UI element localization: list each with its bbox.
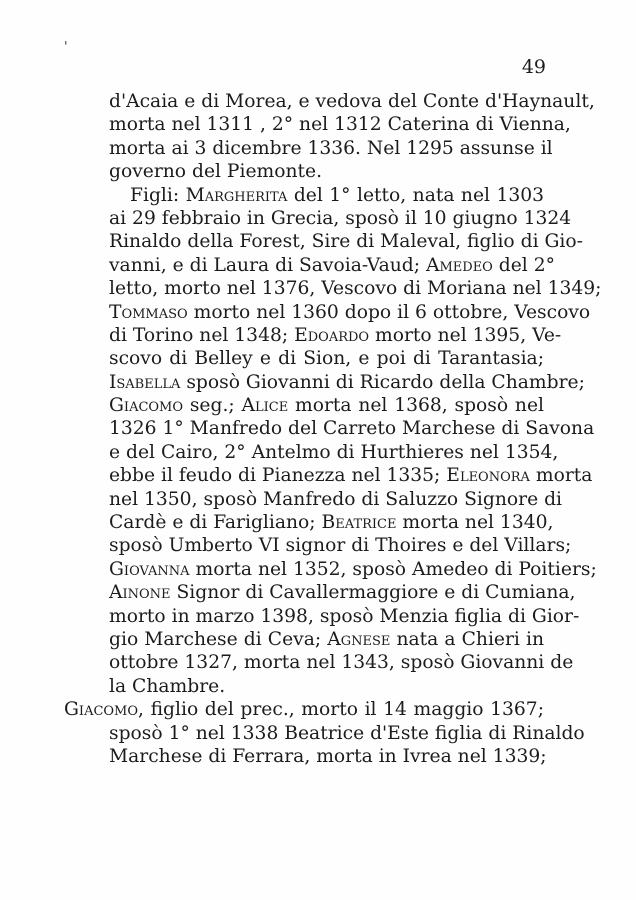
person-name: Agnese: [327, 628, 391, 650]
person-name: Ainone: [109, 582, 171, 604]
body-text: [64, 90, 602, 768]
person-name: Beatrice: [321, 512, 397, 534]
text-line: la Chambre.: [109, 675, 226, 697]
text-line: Giacomo, figlio del prec., morto il 14 maggio 1367;: [64, 699, 544, 721]
text-line: governo del Piemonte.: [109, 161, 323, 183]
stray-mark: ': [64, 40, 68, 55]
person-name: Giacomo: [109, 395, 184, 417]
person-name: Isabella: [109, 371, 181, 393]
text-line: Giovanna morta nel 1352, sposò Amedeo di Poitiers;: [109, 558, 597, 580]
text-line: 1326 1° Manfredo del Carreto Marchese di Savona: [109, 418, 595, 440]
text-line: di Torino nel 1348; Edoardo morto nel 1395, Ve-: [109, 324, 562, 346]
text-line: nel 1350, sposò Manfredo di Saluzzo Signore di: [109, 488, 563, 510]
text-line: e del Cairo, 2° Antelmo di Hurthieres nel 1354,: [109, 441, 559, 463]
text-line: scovo di Belley e di Sion, e poi di Tarantasia;: [109, 348, 544, 370]
person-name: Giacomo: [64, 699, 139, 721]
text-line: gio Marchese di Ceva; Agnese nata a Chieri in: [109, 628, 544, 650]
text-line: vanni, e di Laura di Savoia-Vaud; Amedeo del 2°: [109, 254, 555, 276]
text-line: morta ai 3 dicembre 1336. Nel 1295 assunse il: [109, 137, 553, 159]
text-line: Cardè e di Farigliano; Beatrice morta nel 1340,: [109, 512, 554, 534]
text-line: Giacomo seg.; Alice morta nel 1368, sposò nel: [109, 395, 545, 417]
text-line: Tommaso morto nel 1360 dopo il 6 ottobre, Vescovo: [109, 301, 591, 323]
person-name: Tommaso: [109, 301, 188, 323]
text-line: letto, morto nel 1376, Vescovo di Moriana nel 1349;: [109, 278, 602, 300]
text-line: Ainone Signor di Cavallermaggiore e di Cumiana,: [109, 582, 576, 604]
text-line: Marchese di Ferrara, morta in Ivrea nel 1339;: [109, 745, 547, 767]
page-number: 49: [521, 56, 546, 78]
person-name: Margherita: [185, 184, 288, 206]
text-line: sposò Umberto VI signor di Thoires e del Villars;: [109, 535, 572, 557]
text-line: Figli: Margherita del 1° letto, nata nel 1303: [130, 184, 544, 206]
text-line: ottobre 1327, morta nel 1343, sposò Giovanni de: [109, 652, 574, 674]
text-line: morto in marzo 1398, sposò Menzia figlia di Gior-: [109, 605, 580, 627]
person-name: Alice: [241, 395, 289, 417]
person-name: Amedeo: [425, 254, 493, 276]
text-line: sposò 1° nel 1338 Beatrice d'Este figlia di Rinaldo: [109, 722, 585, 744]
person-name: Edoardo: [294, 324, 370, 346]
text-line: ebbe il feudo di Pianezza nel 1335; Eleonora morta: [109, 465, 593, 487]
text-line: morta nel 1311 , 2° nel 1312 Caterina di Vienna,: [109, 114, 571, 136]
text-line: d'Acaia e di Morea, e vedova del Conte d'Haynault,: [109, 91, 595, 112]
text-line: Rinaldo della Forest, Sire di Maleval, figlio di Gio-: [109, 231, 583, 253]
text-line: Isabella sposò Giovanni di Ricardo della Chambre;: [109, 371, 585, 393]
person-name: Eleonora: [446, 465, 530, 487]
text-line: ai 29 febbraio in Grecia, sposò il 10 giugno 1324: [109, 207, 572, 229]
person-name: Giovanna: [109, 558, 190, 580]
